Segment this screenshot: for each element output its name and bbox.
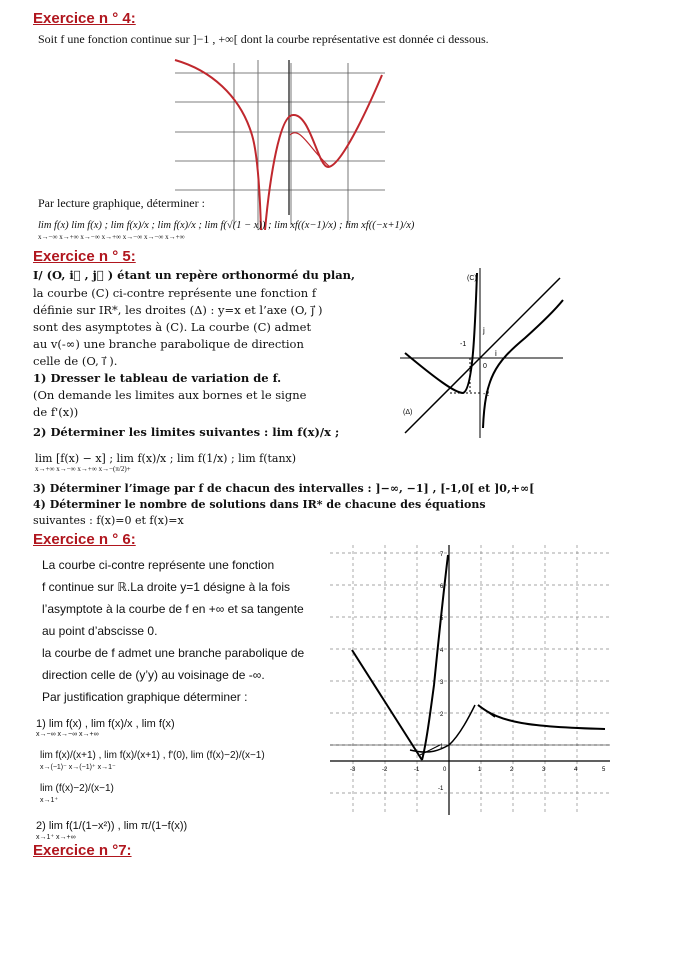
ex6-line-1: La courbe ci-contre représente une fonction	[42, 558, 275, 572]
ex6-ytick: 6	[440, 584, 444, 590]
ex4-limits-sub: x→−∞ x→+∞ x→−∞ x→+∞ x→−∞ x→−∞ x→+∞	[38, 233, 185, 241]
ex6-q1b-sub: x→(−1)⁻ x→(−1)⁺ x→1⁻	[40, 764, 116, 771]
ex6-xtick: 4	[574, 767, 578, 773]
ex6-ytick: 5	[440, 616, 444, 622]
ex7-title: Exercice n °7:	[33, 842, 132, 859]
ex5-q4a: 4) Déterminer le nombre de solutions dans IR* de chacune des équations	[33, 498, 486, 511]
ex4-prompt: Par lecture graphique, déterminer :	[38, 196, 205, 210]
ex5-line-5: au v(-∞) une branche parabolique de direction	[33, 337, 304, 351]
ex5-graph	[395, 268, 565, 438]
ex5-graph-curve-label: (C)	[467, 275, 477, 282]
ex5-line-8: (On demande les limites aux bornes et le signe	[33, 388, 307, 402]
ex4-intro: Soit f une fonction continue sur ]−1 , +∞[ dont la courbe représentative est donnée ci dessous.	[38, 32, 489, 46]
ex5-graph-i-label: i	[495, 349, 497, 358]
ex6-xtick: 1	[478, 767, 482, 773]
ex6-xtick: -1	[414, 767, 420, 773]
ex5-title: Exercice n ° 5:	[33, 248, 136, 265]
ex5-line-9: de f'(x))	[33, 405, 79, 419]
ex5-line-3: définie sur IR*, les droites (Δ) : y=x et l’axe (O, j⃗ )	[33, 303, 323, 317]
ex5-graph-m1-label: -1	[460, 341, 467, 348]
ex6-q1a-sub: x→−∞ x→−∞ x→+∞	[36, 731, 99, 738]
ex6-q1c: lim (f(x)−2)/(x−1)	[40, 783, 114, 794]
ex5-graph-j-label: j	[483, 326, 485, 335]
ex5-limits2-sub: x→+∞ x→−∞ x→+∞ x→−(π/2)+	[35, 465, 131, 473]
ex6-line-2: f continue sur ℝ.La droite y=1 désigne à la fois	[42, 580, 290, 594]
ex4-title: Exercice n ° 4:	[33, 10, 136, 27]
ex6-q2: 2) lim f(1/(1−x²)) , lim π/(1−f(x))	[36, 820, 188, 832]
ex4-limits: lim f(x) lim f(x) ; lim f(x)/x ; lim f(x)/x ; lim f(√(1 − x)) ; lim xf((x−1)/x) ; lim xf((−x+1)/x)	[38, 220, 415, 231]
ex6-ytick: -1	[438, 786, 444, 792]
ex6-xtick: -3	[350, 767, 356, 773]
ex6-xtick: 5	[602, 767, 606, 773]
ex6-line-5: la courbe de f admet une branche parabolique de	[42, 646, 305, 660]
ex5-limits2: lim [f(x) − x] ; lim f(x)/x ; lim f(1/x) ; lim f(tanx)	[35, 452, 297, 465]
ex6-ytick: 2	[440, 712, 444, 718]
ex6-ytick: 7	[440, 552, 444, 558]
ex6-xtick: -2	[382, 767, 388, 773]
ex5-line-7: 1) Dresser le tableau de variation de f.	[33, 371, 282, 385]
ex6-line-3: l’asymptote à la courbe de f en +∞ et sa tangente	[42, 602, 304, 616]
ex6-xtick: 3	[542, 767, 546, 773]
ex5-line-2: la courbe (C) ci-contre représente une fonction f	[33, 286, 317, 300]
ex6-ytick: 3	[440, 680, 444, 686]
ex5-graph-delta-label: (Δ)	[403, 409, 413, 416]
ex5-line-6: celle de (O, i⃗ ).	[33, 354, 118, 368]
ex6-line-6: direction celle de (y’y) au voisinage de -∞.	[42, 668, 265, 682]
ex6-title: Exercice n ° 6:	[33, 531, 136, 548]
ex6-ytick: 1	[440, 744, 444, 750]
ex5-graph-m2-label: -2	[483, 391, 490, 398]
ex6-graph	[330, 545, 610, 815]
ex6-ytick: 4	[440, 648, 444, 654]
ex5-q3: 3) Déterminer l’image par f de chacun des intervalles : ]−∞, −1] , [-1,0[ et ]0,+∞[	[33, 482, 535, 495]
ex6-xtick: 2	[510, 767, 514, 773]
ex6-q1b: lim f(x)/(x+1) , lim f(x)/(x+1) , f'(0), lim (f(x)−2)/(x−1)	[40, 750, 265, 761]
ex6-q1a: 1) lim f(x) , lim f(x)/x , lim f(x)	[36, 718, 175, 730]
ex6-line-4: au point d’abscisse 0.	[42, 624, 158, 638]
ex5-graph-o-label: 0	[483, 363, 487, 370]
ex5-line-10: 2) Déterminer les limites suivantes : lim f(x)/x ;	[33, 425, 340, 439]
ex6-q1c-sub: x→1⁺	[40, 797, 59, 804]
ex6-line-7: Par justification graphique déterminer :	[42, 690, 248, 704]
ex5-line-4: sont des asymptotes à (C). La courbe (C) admet	[33, 320, 312, 334]
ex6-q2-sub: x→1⁺ x→+∞	[36, 834, 76, 841]
ex5-q4b: suivantes : f(x)=0 et f(x)=x	[33, 514, 184, 527]
ex6-xtick: 0	[443, 767, 447, 773]
ex5-line-1: I/ (O, i⃗ , j⃗ ) étant un repère orthonormé du plan,	[33, 268, 356, 282]
